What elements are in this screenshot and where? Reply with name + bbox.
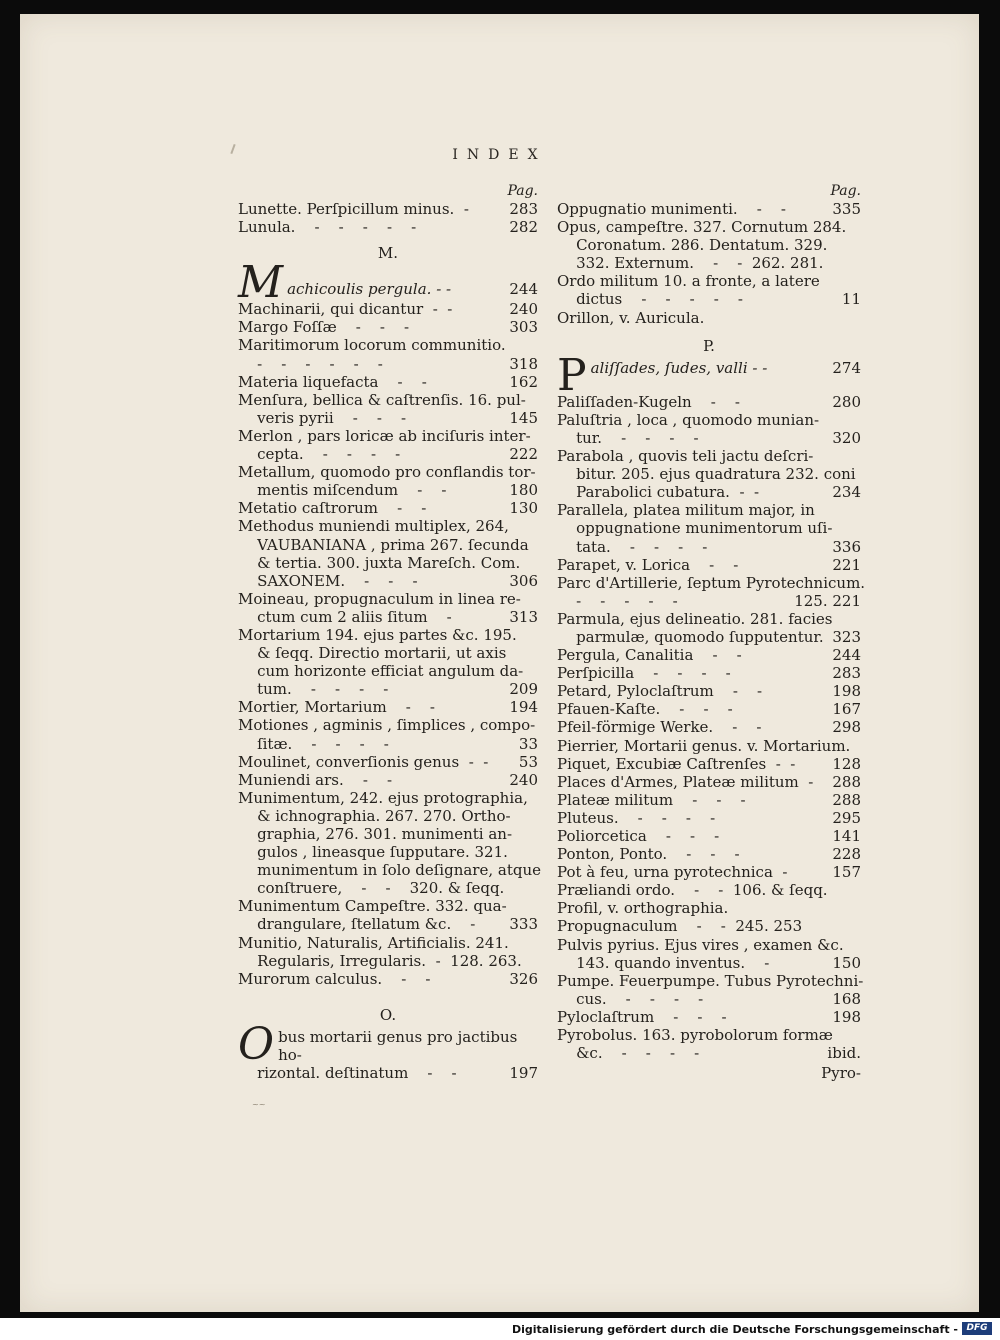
entry-page: 221 <box>832 555 861 574</box>
index-entry <box>557 429 861 447</box>
entry-text: & ſeqq. Directio mortarii, ut axis <box>238 644 507 663</box>
index-entry <box>238 445 538 463</box>
entry-text: Munitio, Naturalis, Artificialis. 241. <box>238 933 509 952</box>
index-entry <box>557 718 861 736</box>
index-entry <box>557 236 861 254</box>
right-entries-a <box>557 200 861 327</box>
index-entry <box>557 465 861 483</box>
index-entry <box>238 499 538 517</box>
entry-text: Pumpe. Feuerpumpe. Tubus Pyrotechni- <box>557 971 864 990</box>
entry-page: 11 <box>841 290 861 309</box>
entry-text: Pluteus. - - - - <box>557 808 716 827</box>
page-header-index: INDEX <box>452 147 547 163</box>
entry-text: Lunula. - - - - - <box>238 218 417 237</box>
entry-text: gulos , lineasque ſupputare. 321. <box>238 843 508 862</box>
entry-page: 141 <box>832 827 861 845</box>
entry-text: Motiones , agminis , ſimplices , compo- <box>238 716 536 735</box>
entry-page: 274 <box>832 358 861 377</box>
index-entry <box>238 897 538 915</box>
entry-text: Profil, v. orthographia. <box>557 899 729 918</box>
entry-text: drangulare, ſtellatum &c. - <box>238 915 476 934</box>
index-entry <box>557 755 861 773</box>
entry-text: Parapet, v. Lorica - - <box>557 555 739 574</box>
index-entry <box>557 610 861 628</box>
entry-page: 288 <box>832 790 861 809</box>
index-entry <box>238 373 538 391</box>
entry-text: parmulæ, quomodo ſupputentur. <box>557 627 824 646</box>
entry-text: Machinarii, qui dicantur - - <box>238 300 453 319</box>
entry-page: 283 <box>509 200 538 218</box>
index-entry <box>238 409 538 427</box>
index-entry <box>557 1044 861 1062</box>
entry-text: Opus, campeſtre. 327. Cornutum 284. <box>557 218 847 237</box>
entry-text: veris pyrii - - - <box>238 408 407 427</box>
entry-text: Pulvis pyrius. Ejus vires , examen &c. <box>557 935 844 954</box>
entry-text: Pierrier, Mortarii genus. v. Mortarium. <box>557 736 851 755</box>
entry-page: 333 <box>509 915 538 934</box>
index-entry <box>557 592 861 610</box>
entry-page: 222 <box>509 445 538 464</box>
entry-text: Paliſſaden-Kugeln - - <box>557 392 740 411</box>
dropcap-o: O <box>238 1018 275 1070</box>
entry-text: Methodus muniendi multiplex, 264, <box>238 517 509 536</box>
entry-text: Menſura, bellica & caſtrenſis. 16. pul- <box>238 390 526 409</box>
index-entry <box>557 827 861 845</box>
left-entries-o <box>238 1064 538 1082</box>
entry-text: Mortarium 194. ejus partes &c. 195. <box>238 625 517 644</box>
entry-text: Parmula, ejus delineatio. 281. facies <box>557 609 833 628</box>
index-entry <box>238 626 538 644</box>
index-entry <box>557 309 861 327</box>
index-entry <box>238 879 538 897</box>
entry-text: dictus - - - - - <box>557 290 743 309</box>
entry-text: Mortier, Mortarium - - <box>238 698 435 717</box>
left-entries-m <box>238 300 541 988</box>
index-entry <box>238 1064 538 1082</box>
entry-text: mentis miſcendum - - <box>238 481 447 500</box>
index-entry <box>557 393 861 411</box>
entry-page: 209 <box>509 680 538 699</box>
index-entry <box>557 917 861 935</box>
catchword: Pyro- <box>821 1064 861 1083</box>
entry-text: Metatio caſtrorum - - <box>238 499 427 518</box>
entry-text: Moineau, propugnaculum in linea re- <box>238 589 521 608</box>
entry-page: 280 <box>832 392 861 411</box>
index-entry <box>557 936 861 954</box>
entry-text: Pergula, Canalitia - - <box>557 646 742 665</box>
index-entry <box>238 680 538 698</box>
entry-page: 53 <box>518 752 538 771</box>
entry-text: Murorum calculus. - - <box>238 969 431 988</box>
index-entry <box>238 934 538 952</box>
entry-page: 125. 221 <box>794 591 861 610</box>
entry-text: aliſſades, ſudes, valli - - <box>590 358 768 377</box>
pencil-mark: ~~ <box>252 1100 266 1109</box>
entry-text: tata. - - - - <box>557 537 708 556</box>
index-entry <box>557 272 861 290</box>
entry-page: 244 <box>832 646 861 665</box>
entry-text: ſitæ. - - - - <box>238 734 389 753</box>
entry-page: 194 <box>509 698 538 717</box>
entry-text: Lunette. Perſpicillum minus. - <box>238 200 469 218</box>
entry-text: SAXONEM. - - - <box>238 571 418 590</box>
entry-page: 198 <box>832 682 861 701</box>
index-entry <box>238 644 538 662</box>
index-entry <box>238 391 538 409</box>
index-entry <box>557 990 861 1008</box>
entry-text: Munimentum, 242. ejus protographia, <box>238 788 528 807</box>
index-entry <box>238 807 538 825</box>
dfg-logo: DFG <box>962 1322 992 1335</box>
entry-text: & tertia. 300. juxta Mareſch. Com. <box>238 553 521 572</box>
index-entry <box>557 254 861 272</box>
entry-page: 323 <box>832 627 861 646</box>
entry-page: 244 <box>509 280 538 299</box>
entry-page: 303 <box>509 318 538 337</box>
index-entry <box>557 411 861 429</box>
index-entry <box>238 463 538 481</box>
entry-page: 288 <box>832 772 861 791</box>
index-entry <box>557 556 861 574</box>
entry-text: Pyrobolus. 163. pyrobolorum formæ <box>557 1026 833 1045</box>
entry-text: rizontal. deſtinatum - - <box>238 1064 457 1083</box>
index-entry <box>238 735 538 753</box>
entry-page: 157 <box>832 863 861 882</box>
index-entry <box>557 447 861 465</box>
entry-page: 240 <box>509 300 538 319</box>
entry-page: 145 <box>509 408 538 427</box>
entry-page: 33 <box>518 734 538 753</box>
entry-text: tur. - - - - <box>557 428 699 447</box>
index-entry <box>557 881 861 899</box>
index-entry <box>238 861 541 880</box>
index-entry <box>238 481 538 499</box>
entry-text: Places d'Armes, Plateæ militum - <box>557 772 814 791</box>
index-entry <box>238 915 538 933</box>
entry-text: Parallela, platea militum major, in <box>557 501 815 520</box>
index-entry <box>238 590 538 608</box>
index-entry <box>238 789 538 807</box>
entry-text: & ichnographia. 267. 270. Ortho- <box>238 806 511 825</box>
entry-text: Propugnaculum - - 245. 253 <box>557 917 803 936</box>
entry-page: 150 <box>832 953 861 972</box>
entry-palissades <box>557 349 861 401</box>
index-entry <box>238 318 538 336</box>
index-entry <box>238 427 538 445</box>
entry-text: VAUBANIANA , prima 267. ſecunda <box>238 535 529 554</box>
book-page <box>20 14 979 1312</box>
entry-text: Petard, Pyloclaſtrum - - <box>557 682 763 701</box>
entry-text: Munimentum Campeſtre. 332. qua- <box>238 897 507 916</box>
index-entry <box>238 771 538 789</box>
entry-text: Præliandi ordo. - - 106. & ſeqq. <box>557 881 828 900</box>
index-entry <box>557 1026 861 1044</box>
entry-text: Plateæ militum - - - <box>557 790 746 809</box>
entry-text: Margo Foſſæ - - - <box>238 318 410 337</box>
entry-text: cum horizonte efficiat angulum da- <box>238 662 524 681</box>
entry-page: 198 <box>832 1007 861 1026</box>
pag-label-right: Pag. <box>830 183 861 199</box>
index-entry <box>557 700 861 718</box>
entry-obus <box>238 1018 538 1070</box>
index-entry <box>238 200 538 218</box>
entry-page: 326 <box>509 969 538 988</box>
footer-text: Digitalisierung gefördert durch die Deutsche Forschungsgemeinschaft - <box>511 1323 958 1336</box>
index-entry <box>557 954 861 972</box>
entry-text: tum. - - - - <box>238 680 389 699</box>
entry-page: 295 <box>832 808 861 827</box>
entry-text: munimentum in ſolo deſignare, atque <box>238 861 541 880</box>
entry-text: graphia, 276. 301. munimenti an- <box>238 825 513 843</box>
entry-text: Parc d'Artillerie, ſeptum Pyrotechnicum. <box>557 573 866 592</box>
entry-page: 318 <box>509 354 538 373</box>
entry-text: Metallum, quomodo pro conflandis tor- <box>238 463 536 482</box>
section-heading-p: P. <box>703 336 715 355</box>
entry-machicoulis <box>238 257 538 309</box>
index-entry <box>238 952 538 970</box>
entry-text: Maritimorum locorum communitio. <box>238 336 506 355</box>
entry-page: 197 <box>509 1064 538 1083</box>
entry-page: 313 <box>509 607 538 626</box>
index-entry <box>238 572 538 590</box>
entry-text: oppugnatione munimentorum uſi- <box>557 519 833 538</box>
footer-bar <box>0 1318 1000 1340</box>
index-entry <box>238 300 538 318</box>
entry-page: 335 <box>832 200 861 218</box>
index-entry <box>238 753 538 771</box>
entry-page: 168 <box>832 989 861 1008</box>
entry-page: 228 <box>832 845 861 864</box>
index-entry <box>557 773 861 791</box>
entry-text: cus. - - - - <box>557 989 704 1008</box>
index-entry <box>557 483 861 501</box>
entry-text: Pfauen-Kaſte. - - - <box>557 700 733 719</box>
entry-text: conſtruere, - - 320. & ſeqq. <box>238 879 505 898</box>
index-entry <box>557 737 861 755</box>
entry-text: ctum cum 2 aliis ſitum - <box>238 607 452 626</box>
entry-text: 332. Externum. - - 262. 281. <box>557 254 824 273</box>
entry-text: - - - - - <box>557 591 678 610</box>
index-entry <box>238 218 538 236</box>
index-entry <box>557 682 861 700</box>
entry-text: Parabolici cubatura. - - <box>557 483 760 502</box>
entry-page: 306 <box>509 571 538 590</box>
index-entry <box>557 628 861 646</box>
entry-text: bus mortarii genus pro jactibus ho- <box>278 1027 518 1065</box>
entry-text: Merlon , pars loricæ ab inciſuris inter- <box>238 426 531 445</box>
dropcap-p: P <box>557 349 587 401</box>
index-entry <box>557 501 861 519</box>
index-entry <box>557 646 861 664</box>
index-entry <box>557 845 861 863</box>
index-entry <box>557 809 861 827</box>
entry-page: 240 <box>509 770 538 789</box>
index-entry <box>557 573 866 592</box>
entry-text: bitur. 205. ejus quadratura 232. coni <box>557 465 856 484</box>
index-entry <box>238 698 538 716</box>
entry-page: 234 <box>832 483 861 502</box>
index-entry <box>557 899 861 917</box>
entry-page: 283 <box>832 664 861 683</box>
entry-text: achicoulis pergula. - - <box>287 280 452 299</box>
entry-text: Poliorcetica - - - <box>557 827 720 845</box>
entry-text: Orillon, v. Auricula. <box>557 308 705 327</box>
index-entry <box>238 608 538 626</box>
entry-page: 282 <box>509 218 538 237</box>
entry-text: - - - - - - <box>238 354 383 373</box>
index-entry <box>238 825 538 843</box>
entry-text: Ordo militum 10. a fronte, a latere <box>557 272 820 291</box>
index-entry <box>557 664 861 682</box>
right-column <box>557 182 866 1083</box>
entry-text: Coronatum. 286. Dentatum. 329. <box>557 236 828 255</box>
left-column <box>238 182 541 1083</box>
section-heading-o: O. <box>379 1005 397 1024</box>
index-entry <box>557 218 861 236</box>
index-entry <box>238 843 538 861</box>
entry-page: 128 <box>832 754 861 773</box>
entry-text: Materia liquefacta - - <box>238 372 427 391</box>
entry-page: 130 <box>509 499 538 518</box>
entry-text: Muniendi ars. - - <box>238 770 393 789</box>
entry-text: Pfeil-förmige Werke. - - <box>557 718 762 737</box>
entry-page: ibid. <box>827 1044 861 1063</box>
index-entry <box>557 971 864 990</box>
entry-text: Moulinet, converſionis genus - - <box>238 752 489 771</box>
entry-text: Paluſtria , loca , quomodo munian- <box>557 410 820 429</box>
index-entry <box>238 536 538 554</box>
index-entry <box>238 970 538 988</box>
entry-text: Piquet, Excubiæ Caſtrenſes - - <box>557 754 796 773</box>
entry-text: Pyloclaſtrum - - - <box>557 1007 727 1026</box>
index-entry <box>238 716 538 734</box>
entry-text: cepta. - - - - <box>238 445 401 464</box>
entry-page: 167 <box>832 700 861 719</box>
index-entry <box>238 554 538 572</box>
section-heading-m: M. <box>377 244 399 263</box>
index-entry <box>557 200 861 218</box>
entry-text: Parabola , quovis teli jactu deſcri- <box>557 447 814 466</box>
entry-text: Ponton, Ponto. - - - <box>557 845 740 864</box>
right-entries-p <box>557 392 866 1063</box>
index-entry <box>557 290 861 308</box>
index-entry <box>557 538 861 556</box>
index-entry <box>238 336 538 354</box>
entry-text: &c. - - - - <box>557 1044 700 1063</box>
index-entry <box>238 355 538 373</box>
entry-page: 320 <box>832 428 861 447</box>
pag-label-left: Pag. <box>507 183 538 199</box>
entry-page: 298 <box>832 718 861 737</box>
entry-text: Pot à feu, urna pyrotechnica - <box>557 863 788 882</box>
entry-text: Perſpicilla - - - - <box>557 664 731 683</box>
entry-text: Regularis, Irregularis. - 128. 263. <box>238 951 522 970</box>
index-entry <box>238 517 538 535</box>
index-entry <box>557 519 861 537</box>
entry-text: Oppugnatio munimenti. - - <box>557 200 786 218</box>
dropcap-m: M <box>238 257 284 309</box>
index-entry <box>238 662 538 680</box>
entry-text: 143. quando inventus. - <box>557 953 770 972</box>
index-entry <box>557 863 861 881</box>
entry-page: 162 <box>509 372 538 391</box>
entry-page: 336 <box>832 537 861 556</box>
entry-page: 180 <box>509 481 538 500</box>
index-entry <box>557 791 861 809</box>
index-entry <box>557 1008 861 1026</box>
left-entries-a <box>238 200 538 236</box>
